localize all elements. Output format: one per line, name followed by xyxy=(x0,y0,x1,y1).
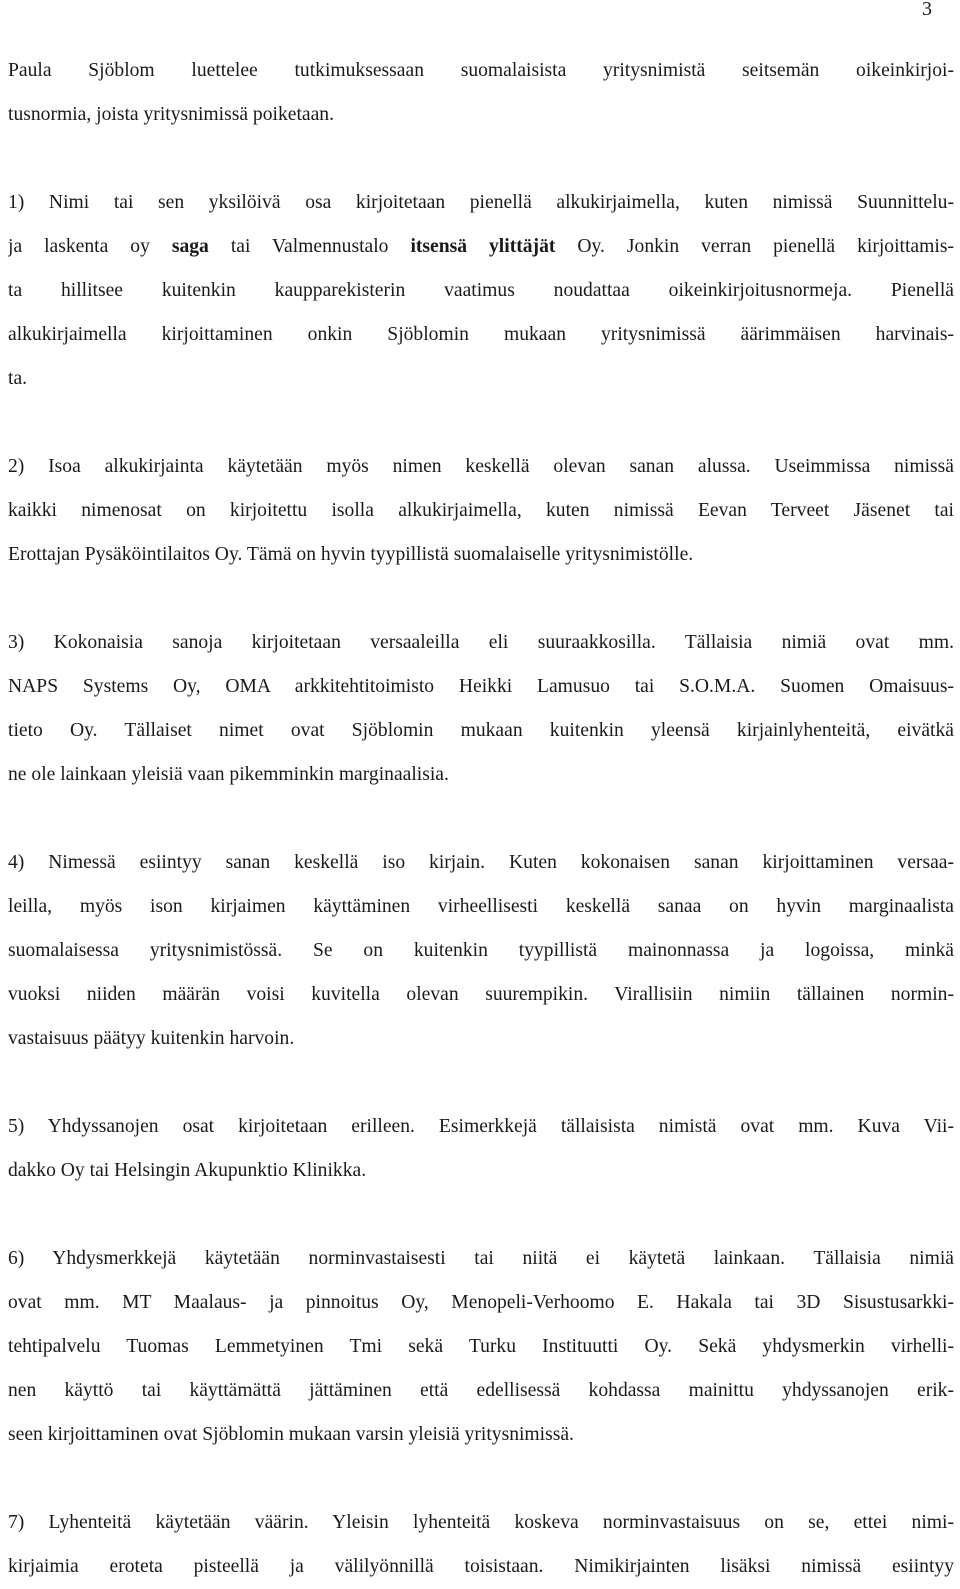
paragraph xyxy=(8,1501,954,1589)
text-line: ne ole lainkaan yleisiä vaan pikemminkin marginaalisia. xyxy=(8,764,449,785)
text-line: seen kirjoittaminen ovat Sjöblomin mukaan varsin yleisiä yritysnimissä. xyxy=(8,1424,574,1445)
text-segment: tai Valmennustalo xyxy=(208,236,411,257)
text-line: vuoksi niiden määrän voisi kuvitella olevan suurempikin. Virallisiin nimiin tällainen normin- xyxy=(8,984,954,1005)
paragraph xyxy=(8,181,954,401)
text-line: alkukirjaimella kirjoittaminen onkin Sjöblomin mukaan yritysnimissä äärimmäisen harvinais- xyxy=(8,324,954,345)
text-line: 4) Nimessä esiintyy sanan keskellä iso kirjain. Kuten kokonaisen sanan kirjoittaminen versaa- xyxy=(8,852,954,873)
text-line: tieto Oy. Tällaiset nimet ovat Sjöblomin mukaan kuitenkin yleensä kirjainlyhenteitä, eivätkä xyxy=(8,720,954,741)
text-line: 5) Yhdyssanojen osat kirjoitetaan erilleen. Esimerkkejä tällaisista nimistä ovat mm. Kuva Vii- xyxy=(8,1116,954,1137)
paragraph-gap xyxy=(8,401,954,445)
text-line: dakko Oy tai Helsingin Akupunktio Klinikka. xyxy=(8,1160,367,1181)
bold-text: saga xyxy=(171,236,209,257)
text-line: nen käyttö tai käyttämättä jättäminen että edellisessä kohdassa mainittu yhdyssanojen erik- xyxy=(8,1380,954,1401)
text-line: kirjaimia eroteta pisteellä ja välilyönnillä toisistaan. Nimikirjainten lisäksi nimissä esiintyy xyxy=(8,1556,954,1577)
text-line: suomalaisessa yritysnimistössä. Se on kuitenkin tyypillistä mainonnassa ja logoissa, minkä xyxy=(8,940,954,961)
text-line: kaikki nimenosat on kirjoitettu isolla alkukirjaimella, kuten nimissä Eevan Terveet Jäsenet tai xyxy=(8,500,954,521)
text-line: Erottajan Pysäköintilaitos Oy. Tämä on hyvin tyypillistä suomalaiselle yritysnimistölle. xyxy=(8,544,694,565)
text-segment: ja laskenta oy xyxy=(8,236,172,257)
paragraph-gap xyxy=(8,137,954,181)
paragraph xyxy=(8,1237,954,1457)
paragraph xyxy=(8,621,954,797)
text-line: 3) Kokonaisia sanoja kirjoitetaan versaaleilla eli suuraakkosilla. Tällaisia nimiä ovat mm. xyxy=(8,632,954,653)
text-line: tusnormia, joista yritysnimissä poiketaan. xyxy=(8,104,334,125)
paragraph xyxy=(8,445,954,577)
paragraph-gap xyxy=(8,577,954,621)
text-line: Paula Sjöblom luettelee tutkimuksessaan suomalaisista yritysnimistä seitsemän oikeinkirjoi- xyxy=(8,60,954,81)
text-line: vastaisuus päätyy kuitenkin harvoin. xyxy=(8,1028,295,1049)
paragraph-gap xyxy=(8,1061,954,1105)
text-line xyxy=(8,225,954,269)
bold-text: itsensä ylittäjät xyxy=(410,236,556,257)
text-line: 2) Isoa alkukirjainta käytetään myös nimen keskellä olevan sanan alussa. Useimmissa nimissä xyxy=(8,456,954,477)
page-number: 3 xyxy=(922,0,932,20)
text-segment: Oy. Jonkin verran pienellä kirjoittamis- xyxy=(555,236,954,257)
paragraph xyxy=(8,1105,954,1193)
text-line: leilla, myös ison kirjaimen käyttäminen virheellisesti keskellä sanaa on hyvin marginaalista xyxy=(8,896,954,917)
text-line: ta. xyxy=(8,368,28,389)
text-line: NAPS Systems Oy, OMA arkkitehtitoimisto Heikki Lamusuo tai S.O.M.A. Suomen Omaisuus- xyxy=(8,676,954,697)
paragraph xyxy=(8,49,954,137)
text-line: ta hillitsee kuitenkin kaupparekisterin vaatimus noudattaa oikeinkirjoitusnormeja. Pienellä xyxy=(8,280,954,301)
document-body xyxy=(8,49,954,1589)
paragraph-gap xyxy=(8,797,954,841)
text-line: ovat mm. MT Maalaus- ja pinnoitus Oy, Menopeli-Verhoomo E. Hakala tai 3D Sisustusarkki- xyxy=(8,1292,954,1313)
text-line: 1) Nimi tai sen yksilöivä osa kirjoitetaan pienellä alkukirjaimella, kuten nimissä Suunnittelu- xyxy=(8,192,954,213)
paragraph-gap xyxy=(8,1457,954,1501)
paragraph xyxy=(8,841,954,1061)
text-line: 7) Lyhenteitä käytetään väärin. Yleisin lyhenteitä koskeva norminvastaisuus on se, ettei nimi- xyxy=(8,1512,954,1533)
paragraph-gap xyxy=(8,1193,954,1237)
text-line: 6) Yhdysmerkkejä käytetään norminvastaisesti tai niitä ei käytetä lainkaan. Tällaisia nimiä xyxy=(8,1248,954,1269)
text-line: tehtipalvelu Tuomas Lemmetyinen Tmi sekä Turku Instituutti Oy. Sekä yhdysmerkin virhelli- xyxy=(8,1336,954,1357)
